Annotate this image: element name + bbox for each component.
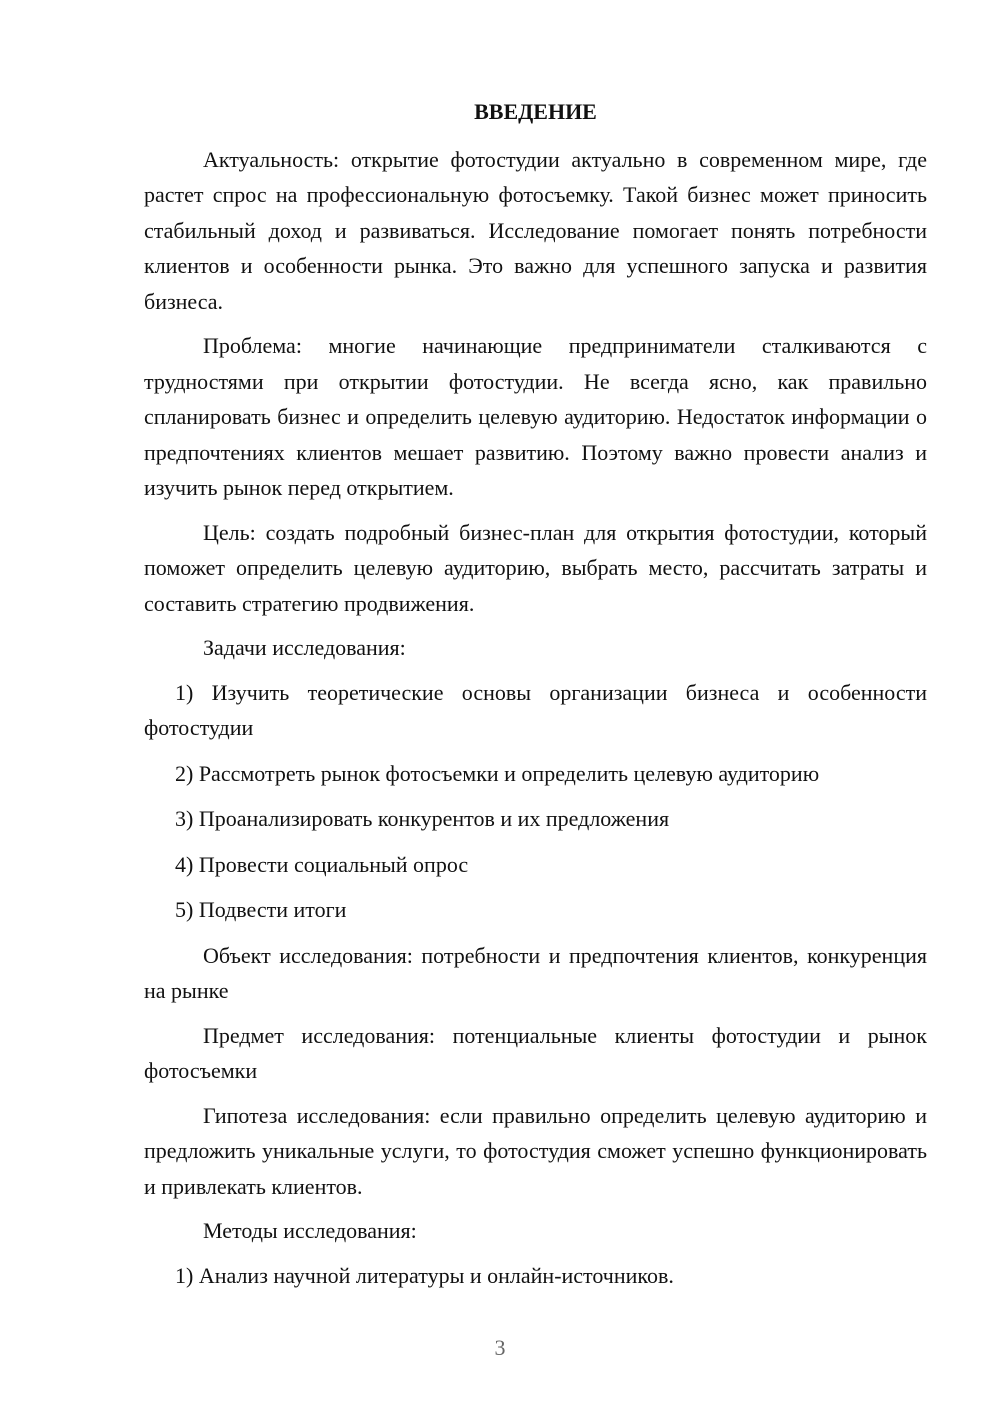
- hypothesis-paragraph: Гипотеза исследования: если правильно определить целевую аудиторию и предложить уникальные услуги, то фотостудия сможет успешно функционировать и привлекать клиентов.: [144, 1102, 927, 1199]
- methods-heading: Методы исследования:: [203, 1218, 417, 1243]
- task-item: 3) Проанализировать конкурентов и их предложения: [175, 806, 670, 831]
- subject-paragraph: Предмет исследования: потенциальные клиенты фотостудии и рынок фотосъемки: [144, 1022, 927, 1083]
- page-content: [144, 94, 927, 1303]
- relevance-paragraph: Актуальность: открытие фотостудии актуально в современном мире, где растет спрос на профессиональную фотосъемку. Такой бизнес может приносить стабильный доход и развиваться. Исследование помогает понять потребности клиентов и особенности рынка. Это важно для успешного запуска и развития бизнеса.: [144, 146, 927, 314]
- page-number: 3: [494, 1335, 506, 1360]
- task-item: 5) Подвести итоги: [175, 897, 347, 922]
- task-item: 1) Изучить теоретические основы организации бизнеса и особенности фотостудии: [144, 679, 927, 740]
- page-heading: ВВЕДЕНИЕ: [474, 99, 597, 124]
- problem-paragraph: Проблема: многие начинающие предприниматели сталкиваются с трудностями при открытии фотостудии. Не всегда ясно, как правильно спланировать бизнес и определить целевую аудиторию. Недостаток информации о предпочтениях клиентов мешает развитию. Поэтому важно провести анализ и изучить рынок перед открытием.: [144, 333, 927, 500]
- tasks-heading: Задачи исследования:: [203, 635, 406, 660]
- task-item: 4) Провести социальный опрос: [175, 851, 469, 877]
- method-item: 1) Анализ научной литературы и онлайн-источников.: [175, 1262, 674, 1288]
- task-item: 2) Рассмотреть рынок фотосъемки и определить целевую аудиторию: [175, 760, 820, 786]
- goal-paragraph: Цель: создать подробный бизнес-план для открытия фотостудии, который поможет определить целевую аудиторию, выбрать место, рассчитать затраты и составить стратегию продвижения.: [144, 519, 927, 616]
- object-paragraph: Объект исследования: потребности и предпочтения клиентов, конкуренция на рынке: [144, 942, 927, 1003]
